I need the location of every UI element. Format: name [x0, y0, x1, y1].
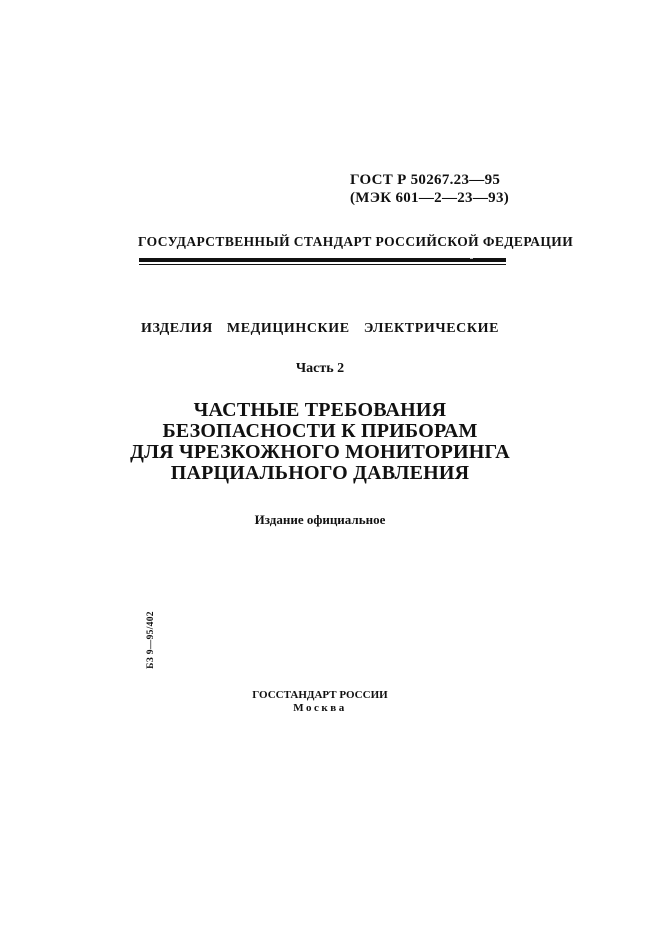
main-title-line: БЕЗОПАСНОСТИ К ПРИБОРАМ — [162, 420, 478, 442]
main-title-line: ПАРЦИАЛЬНОГО ДАВЛЕНИЯ — [170, 462, 470, 484]
edition-note: Издание официальное — [254, 512, 386, 527]
thick-divider — [139, 258, 506, 262]
document-code — [350, 171, 550, 207]
side-code-text: БЗ 9—95/402 — [146, 611, 156, 669]
publisher-city: Москва — [293, 702, 347, 714]
publisher-name: ГОССТАНДАРТ РОССИИ — [252, 689, 388, 701]
main-title-line: ЧАСТНЫЕ ТРЕБОВАНИЯ — [193, 399, 447, 421]
main-title — [110, 400, 530, 484]
print-speck — [470, 258, 473, 259]
side-code — [144, 610, 158, 670]
publisher-block — [220, 689, 420, 715]
thin-divider — [139, 264, 506, 265]
gost-number: ГОСТ Р 50267.23—95 — [350, 172, 501, 188]
part-label: Часть 2 — [295, 361, 345, 376]
series-title: ИЗДЕЛИЯ МЕДИЦИНСКИЕ ЭЛЕКТРИЧЕСКИЕ — [140, 321, 500, 336]
iec-number: (МЭК 601—2—23—93) — [350, 190, 510, 206]
state-standard-heading: ГОСУДАРСТВЕННЫЙ СТАНДАРТ РОССИЙСКОЙ ФЕДЕРАЦИИ — [138, 234, 574, 249]
main-title-line: ДЛЯ ЧРЕЗКОЖНОГО МОНИТОРИНГА — [130, 441, 510, 463]
